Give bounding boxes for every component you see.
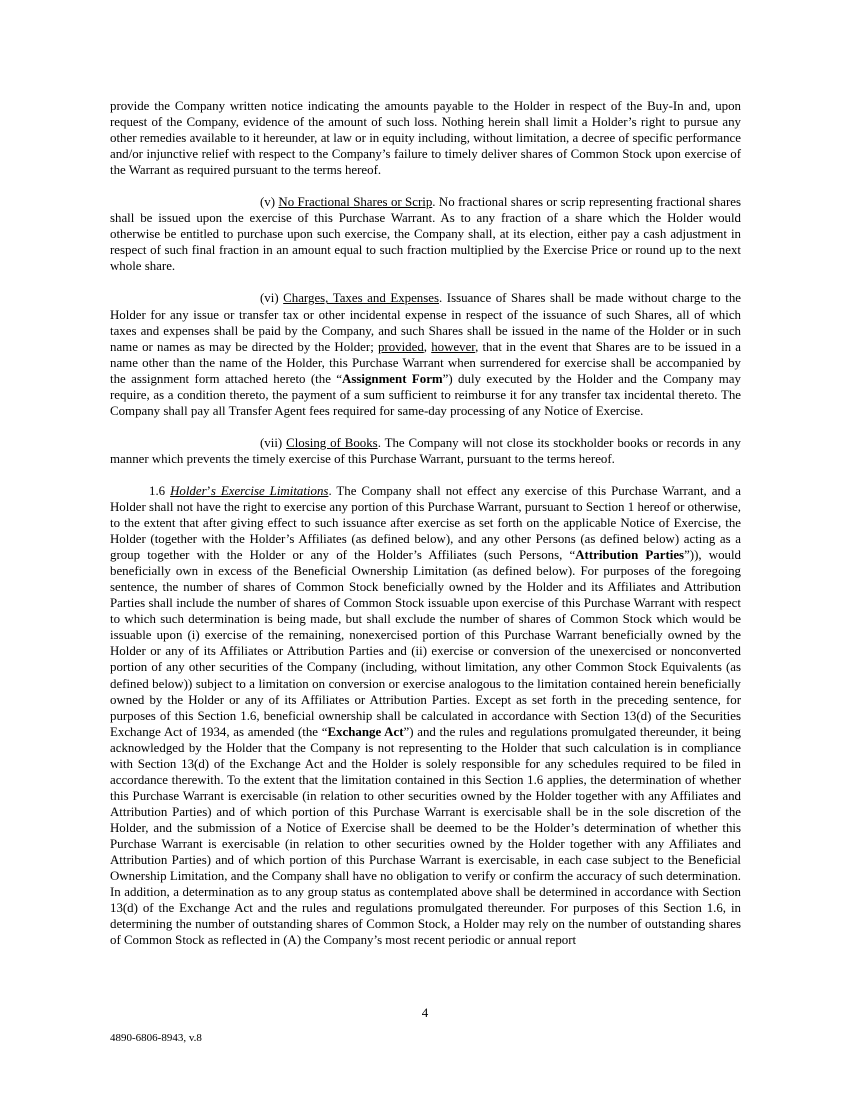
- term-however: however: [431, 339, 476, 354]
- paragraph-buy-in-continuation: [110, 98, 741, 178]
- section-heading-rest: s Exercise Limitations: [210, 483, 329, 498]
- paragraph-text: ”)), would beneficially own in excess of the Beneficial Ownership Limitation (as defined below). For purposes of the foregoing sentence, the number of shares of Common Stock beneficially owned by the Holder and its Affiliates and Attribution Parties shall include the number of shares of Common Stock issuable upon exercise of this Purchase Warrant with respect to which such determination is being made, but shall exclude the number of shares of Common Stock which would be issuable upon (i) exercise of the remaining, nonexercised portion of this Purchase Warrant beneficially owned by the Holder or any of its Affiliates or Attribution Parties and (ii) exercise or conversion of the unexercised or nonconverted portion of any other securities of the Company (including, without limitation, any other Common Stock Equivalents (as defined below)) subject to a limitation on conversion or exercise analogous to the limitation contained herein beneficially owned by the Holder or any of its Affiliates or Attribution Parties. Except as set forth in the preceding sentence, for purposes of this Section 1.6, beneficial ownership shall be calculated in accordance with Section 13(d) of the Securities Exchange Act of 1934, as amended (the “: [110, 548, 741, 739]
- paragraph-text: , that in the event that Shares are to be issued in a name other than the name of the Holder, this Purchase Warrant when surrendered for exercise shall be accompanied by the assignment form attached hereto (the “: [110, 339, 742, 386]
- paragraph-text: . Issuance of Shares shall be made without charge to the Holder for any issue or transfer tax or other incidental expense in respect of the issuance of such Shares, all of which taxes and expenses shall be paid by the Company, and such Shares shall be issued in the name of the Holder or in such name or names as may be directed by the Holder;: [110, 291, 741, 354]
- section-number: 1.6: [149, 483, 171, 498]
- section-heading-holder: Holder: [170, 483, 207, 498]
- document-body: [110, 98, 741, 964]
- paragraph-charges-taxes-expenses: [110, 290, 741, 418]
- clause-number: (vi): [260, 291, 284, 306]
- comma: ,: [423, 339, 432, 354]
- paragraph-text: ”) duly executed by the Holder and the Company may require, as a condition thereto, the payment of a sum sufficient to reimburse it for any transfer tax incidental thereto. The Company shall pay all Transfer Agent fees required for same-day processing of any Notice of Exercise.: [110, 371, 741, 418]
- paragraph-no-fractional-shares: [110, 194, 741, 274]
- clause-heading: Charges, Taxes and Expenses: [283, 291, 440, 306]
- page-number: 4: [421, 1005, 429, 1020]
- defined-term-exchange-act: Exchange Act: [327, 724, 404, 739]
- paragraph-text: ”) and the rules and regulations promulgated thereunder, it being acknowledged by the Holder that the Company is not representing to the Holder that such calculation is in compliance with Section 13(d) of the Exchange Act and the Holder is solely responsible for any schedules required to be filed in accordance therewith. To the extent that the limitation contained in this Section 1.6 applies, the determination of whether this Purchase Warrant is exercisable (in relation to other securities owned by the Holder together with any Affiliates and Attribution Parties) and of which portion of this Purchase Warrant is exercisable shall be in the sole discretion of the Holder, and the submission of a Notice of Exercise shall be deemed to be the Holder’s determination of whether this Purchase Warrant is exercisable (in relation to other securities owned by the Holder together with any Affiliates and Attribution Parties) and of which portion of this Purchase Warrant is exercisable, in each case subject to the Beneficial Ownership Limitation, and the Company shall have no obligation to verify or confirm the accuracy of such determination. In addition, a determination as to any group status as contemplated above shall be determined in accordance with Section 13(d) of the Exchange Act and the rules and regulations promulgated thereunder. For purposes of this Section 1.6, in determining the number of outstanding shares of Common Stock, a Holder may rely on the number of outstanding shares of Common Stock as reflected in (A) the Company’s most recent periodic or annual report: [110, 724, 741, 948]
- clause-number: (v): [260, 195, 279, 210]
- clause-number: (vii): [260, 435, 287, 450]
- clause-heading: Closing of Books: [286, 435, 378, 450]
- defined-term-assignment-form: Assignment Form: [342, 371, 443, 386]
- defined-term-attribution-parties: Attribution Parties: [575, 548, 685, 563]
- paragraph-exercise-limitations: [110, 483, 741, 948]
- clause-heading: No Fractional Shares or Scrip: [278, 195, 433, 210]
- paragraph-text: provide the Company written notice indicating the amounts payable to the Holder in respect of the Buy-In and, upon request of the Company, evidence of the amount of such loss. Nothing herein shall limit a Holder’s right to pursue any other remedies available to it hereunder, at law or in equity including, without limitation, a decree of specific performance and/or injunctive relief with respect to the Company’s failure to timely deliver shares of Common Stock upon exercise of the Warrant as required pursuant to the terms hereof.: [110, 99, 741, 178]
- paragraph-text: . The Company shall not effect any exercise of this Purchase Warrant, and a Holder shall not have the right to exercise any portion of this Purchase Warrant, pursuant to Section 1 hereof or otherwise, to the extent that after giving effect to such issuance after exercise as set forth on the applicable Notice of Exercise, the Holder (together with the Holder’s Affiliates (as defined below), and any other Persons (as defined below) acting as a group together with the Holder or any of the Holder’s Affiliates (such Persons, “: [110, 483, 741, 563]
- paragraph-text: . The Company will not close its stockholder books or records in any manner which prevents the timely exercise of this Purchase Warrant, pursuant to the terms hereof.: [110, 435, 741, 466]
- paragraph-text: . No fractional shares or scrip representing fractional shares shall be issued upon the exercise of this Purchase Warrant. As to any fraction of a share which the Holder would otherwise be entitled to purchase upon such exercise, the Company shall, at its election, either pay a cash adjustment in respect of such final fraction in an amount equal to such fraction multiplied by the Exercise Price or round up to the next whole share.: [110, 195, 741, 274]
- term-provided: provided: [377, 339, 424, 354]
- document-id: 4890-6806-8943, v.8: [110, 1032, 202, 1044]
- section-heading-apostrophe: ’: [206, 483, 211, 498]
- paragraph-closing-of-books: [110, 435, 741, 467]
